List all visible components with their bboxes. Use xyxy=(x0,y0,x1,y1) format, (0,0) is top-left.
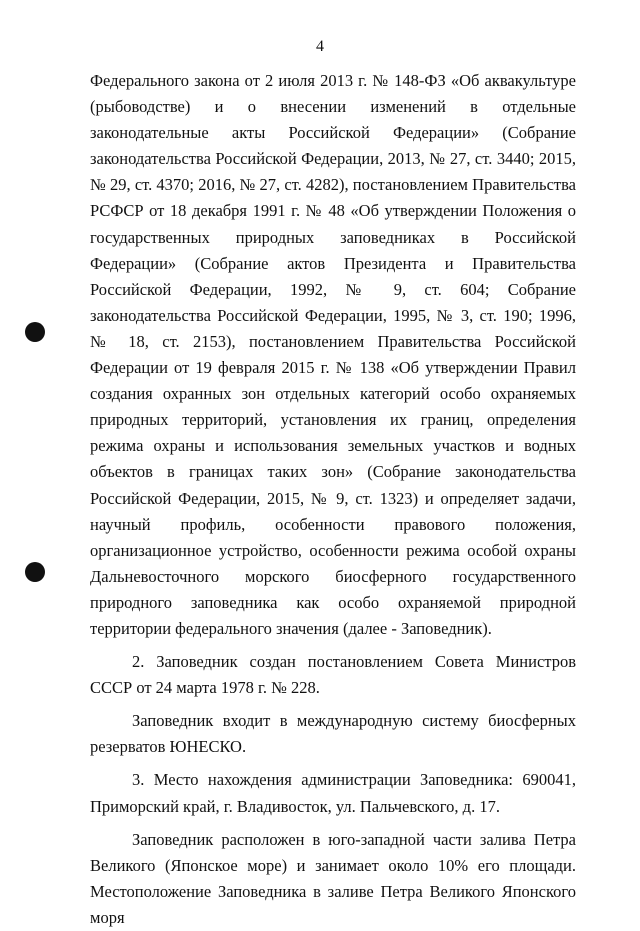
paragraph-legal-basis-continued: Федерального закона от 2 июля 2013 г. № 148-ФЗ «Об аквакультуре (рыбоводстве) и о внесении изменений в отдельные законодательные акты Российской Федерации» (Собрание законодательства Российской Федерации, 2013, № 27, ст. 3440; 2015, № 29, ст. 4370; 2016, № 27, ст. 4282), постановлением Правительства РСФСР от 18 декабря 1991 г. № 48 «Об утверждении Положения о государственных природных заповедниках в Российской Федерации» (Собрание актов Президента и Правительства Российской Федерации, 1992, № 9, ст. 604; Собрание законодательства Российской Федерации, 1995, № 3, ст. 190; 1996, № 18, ст. 2153), постановлением Правительства Российской Федерации от 19 февраля 2015 г. № 138 «Об утверждении Правил создания охранных зон отдельных категорий особо охраняемых природных территорий, установления их границ, определения режима охраны и использования земельных участков и водных объектов в границах таких зон» (Собрание законодательства Российской Федерации, 2015, № 9, ст. 1323) и определяет задачи, научный профиль, особенности правового положения, организационное устройство, особенности режима особой охраны Дальневосточного морского биосферного государственного природного заповедника как особо охраняемой природной территории федерального значения (далее - Заповедник). xyxy=(90,71,576,638)
document-body xyxy=(90,68,576,931)
page-number: 4 xyxy=(316,38,324,55)
paragraph-unesco: Заповедник входит в международную систему биосферных резерватов ЮНЕСКО. xyxy=(90,711,576,757)
punch-hole-mark xyxy=(25,562,45,582)
paragraph-location: Заповедник расположен в юго-западной части залива Петра Великого (Японское море) и занимает около 10% его площади. Местоположение Заповедника в заливе Петра Великого Японского моря xyxy=(90,829,576,927)
punch-hole-mark xyxy=(25,322,45,342)
paragraph-creation: 2. Заповедник создан постановлением Совета Министров СССР от 24 марта 1978 г. № 228. xyxy=(90,652,576,698)
paragraph-address: 3. Место нахождения администрации Заповедника: 690041, Приморский край, г. Владивосток, ул. Пальчевского, д. 17. xyxy=(90,770,576,816)
